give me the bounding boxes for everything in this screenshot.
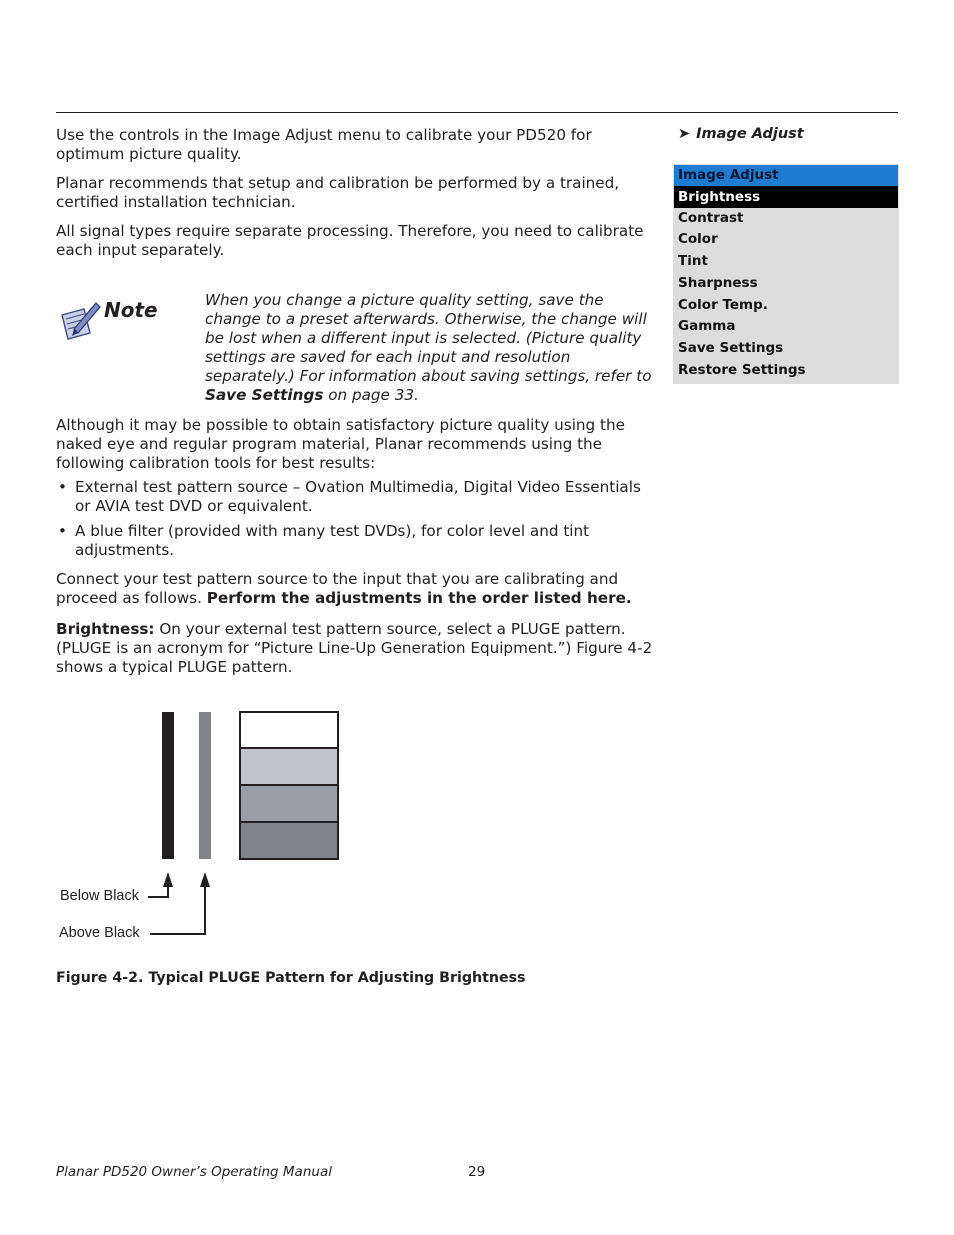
below-black-bar: [162, 712, 174, 859]
above-black-arrowhead-icon: [200, 872, 210, 887]
below-black-label: Below Black: [60, 888, 139, 904]
intro-paragraph-2: Planar recommends that setup and calibration be performed by a trained, certified installation technician.: [56, 174, 620, 211]
brightness-paragraph: Brightness: On your external test pattern source, select a PLUGE pattern. (PLUGE is an acronym for “Picture Line-Up Generation Equipment.”) Figure 4-2 shows a typical PLUGE pattern.: [56, 620, 653, 676]
menu-item-gamma[interactable]: Gamma: [678, 318, 736, 335]
menu-item-restore-settings[interactable]: Restore Settings: [678, 362, 806, 379]
menu-item-brightness[interactable]: Brightness: [674, 186, 898, 208]
pluge-patch-light-gray: [240, 748, 338, 785]
bullet-item-1: • External test pattern source – Ovation Multimedia, Digital Video Essentials or AVIA test DVD or equivalent.: [58, 478, 641, 515]
brightness-label: Brightness:: [56, 620, 155, 638]
menu-item-color[interactable]: Color: [678, 231, 718, 248]
pluge-patch-dark-gray: [240, 822, 338, 859]
menu-item-tint[interactable]: Tint: [678, 253, 708, 270]
pluge-patch-white: [240, 712, 338, 748]
tools-paragraph: Although it may be possible to obtain satisfactory picture quality using the naked eye and regular program material, Planar recommends using the following calibration tools for best results:: [56, 416, 625, 472]
below-black-arrowhead-icon: [163, 872, 173, 887]
intro-paragraph-3: All signal types require separate processing. Therefore, you need to calibrate each input separately.: [56, 222, 644, 259]
sidebar-title: ➤ Image Adjust: [678, 126, 804, 142]
note-label: Note: [104, 298, 158, 322]
bullet-item-2: • A blue filter (provided with many test DVDs), for color level and tint adjustments.: [58, 522, 590, 559]
menu-item-contrast[interactable]: Contrast: [678, 209, 744, 226]
arrow-icon: ➤: [678, 126, 691, 142]
above-black-leader-line: [150, 882, 205, 934]
menu-item-sharpness[interactable]: Sharpness: [678, 274, 758, 291]
connect-paragraph: Connect your test pattern source to the input that you are calibrating and proceed as follows. Perform the adjustments in the order listed here.: [56, 570, 632, 607]
bullet-dot: •: [58, 478, 67, 496]
menu-item-save-settings[interactable]: Save Settings: [678, 340, 784, 357]
above-black-label: Above Black: [59, 925, 140, 941]
menu-item-color-temp[interactable]: Color Temp.: [678, 296, 768, 313]
note-text: When you change a picture quality setting, save the change to a preset afterwards. Otherwise, the change will be lost when a different input is selected. (Picture quality settings are saved for each input and resolution separately.) For information about saving settings, refer to Save Settings on page 33.: [205, 291, 652, 404]
save-settings-reference: Save Settings: [205, 386, 324, 404]
above-black-bar: [199, 712, 211, 859]
page-number: 29: [468, 1164, 486, 1180]
figure-caption: Figure 4-2. Typical PLUGE Pattern for Adjusting Brightness: [56, 970, 526, 986]
pluge-patch-mid-gray: [240, 785, 338, 822]
footer-manual-title: Planar PD520 Owner’s Operating Manual: [56, 1164, 332, 1180]
intro-paragraph-1: Use the controls in the Image Adjust menu to calibrate your PD520 for optimum picture quality.: [56, 126, 592, 163]
menu-header: Image Adjust: [674, 165, 898, 186]
bullet-dot: •: [58, 522, 67, 540]
